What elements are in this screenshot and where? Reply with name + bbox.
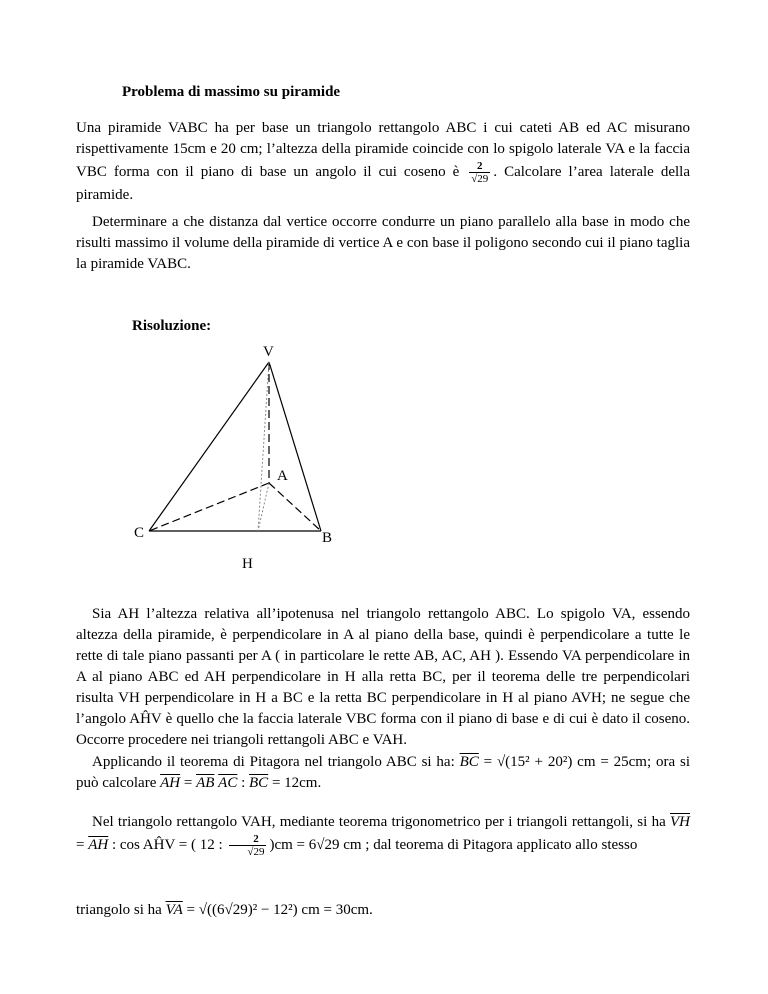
- solution-paragraph-4: [76, 900, 690, 921]
- fraction-numerator: 2: [469, 160, 490, 173]
- bc-result: = √(15² + 20²) cm = 25cm; ora si può calcolare: [76, 754, 690, 791]
- segment-bc: $\overline{BC}$: [459, 754, 479, 770]
- vh-result: )cm = 6√29 cm ; dal teorema di Pitagora applicato allo stesso: [269, 836, 638, 853]
- problem-statement: [76, 118, 690, 206]
- solution-paragraph-3: [76, 812, 690, 858]
- problem-text-part2: . Calcolare l’area laterale della piramide.: [76, 163, 690, 203]
- pythagoras-intro: Applicando il teorema di Pitagora nel triangolo ABC si ha:: [92, 754, 455, 770]
- solution-paragraph-2: [76, 752, 690, 794]
- division-sign: :: [237, 775, 250, 791]
- fraction-numerator-2: 2: [229, 833, 266, 846]
- segment-bc-2: $\overline{BC}$: [249, 775, 269, 791]
- fraction-denominator-2: √29: [247, 846, 265, 858]
- equals-sign-2: =: [76, 836, 89, 853]
- fraction-denominator: √29: [471, 173, 489, 185]
- segment-ah-2: $\overline{AH}$: [88, 836, 109, 853]
- solution-paragraph-1: Sia AH l’altezza relativa all’ipotenusa nel triangolo rettangolo ABC. Lo spigolo VA, essendo altezza della piramide, è perpendicolare in A al piano della base, quindi è perpendicolare a tutte le rette di tale piano passanti per A ( in particolare le rette AB, AC, AH ). Essendo VA perpendicolare in A al piano ABC ed AH perpendicolare in H alla retta BC, per il teorema delle tre perpendicolari risulta VH perpendicolare in H a BC e la retta BC perpendicolare in H al piano AVH; ne segue che l’angolo AĤV è quello che la faccia laterale VBC forma con il piano di base e di cui è dato il coseno. Occorre procedere nei triangoli rettangoli ABC e VAH.: [76, 606, 690, 748]
- label-point-h: H: [242, 556, 253, 572]
- problem-text-part1: Una piramide VABC ha per base un triangolo rettangolo ABC i cui cateti AB ed AC misurano rispettivamente 15cm e 20 cm; l’altezza della piramide coincide con lo spigolo laterale VA e la faccia VBC forma con il piano di base un angolo il cui coseno è: [76, 120, 690, 180]
- edge-vb: [269, 362, 321, 531]
- va-intro: triangolo si ha: [76, 902, 166, 918]
- label-vertex-c: C: [134, 525, 145, 541]
- segment-vh: [258, 362, 269, 531]
- pyramid-svg: [130, 340, 390, 580]
- cos-fraction-2: [229, 833, 266, 858]
- va-result: = √((6√29)² − 12²) cm = 30cm.: [182, 902, 373, 918]
- ah-result: = 12cm.: [268, 775, 322, 791]
- label-vertex-b: B: [322, 530, 333, 546]
- pyramid-diagram: [130, 340, 390, 580]
- cosine-fraction: [469, 160, 490, 185]
- problem-question: Determinare a che distanza dal vertice occorre condurre un piano parallelo alla base in modo che risulti massimo il volume della piramide di vertice A e con base il poligono secondo cui il piano taglia la piramide VABC.: [76, 214, 690, 272]
- solution-heading: Risoluzione:: [132, 318, 212, 334]
- cos-expression: : cos AĤV =: [108, 836, 191, 853]
- segment-ab: $\overline{AB}$: [196, 775, 215, 791]
- label-vertex-a: A: [277, 468, 288, 484]
- paren-expression: ( 12 :: [191, 836, 227, 853]
- segment-vh: $\overline{VH}$: [670, 814, 690, 830]
- edge-vc: [149, 362, 269, 531]
- equals-sign: =: [180, 775, 197, 791]
- segment-ac: $\overline{AC}$: [218, 775, 238, 791]
- document-title: Problema di massimo su piramide: [122, 84, 341, 100]
- trig-intro: Nel triangolo rettangolo VAH, mediante teorema trigonometrico per i triangoli rettangoli, si ha: [92, 814, 666, 830]
- segment-va: $\overline{VA}$: [165, 902, 183, 918]
- edge-ac-hidden: [149, 483, 269, 531]
- label-vertex-v: V: [263, 344, 274, 360]
- segment-ah: $\overline{AH}$: [160, 775, 181, 791]
